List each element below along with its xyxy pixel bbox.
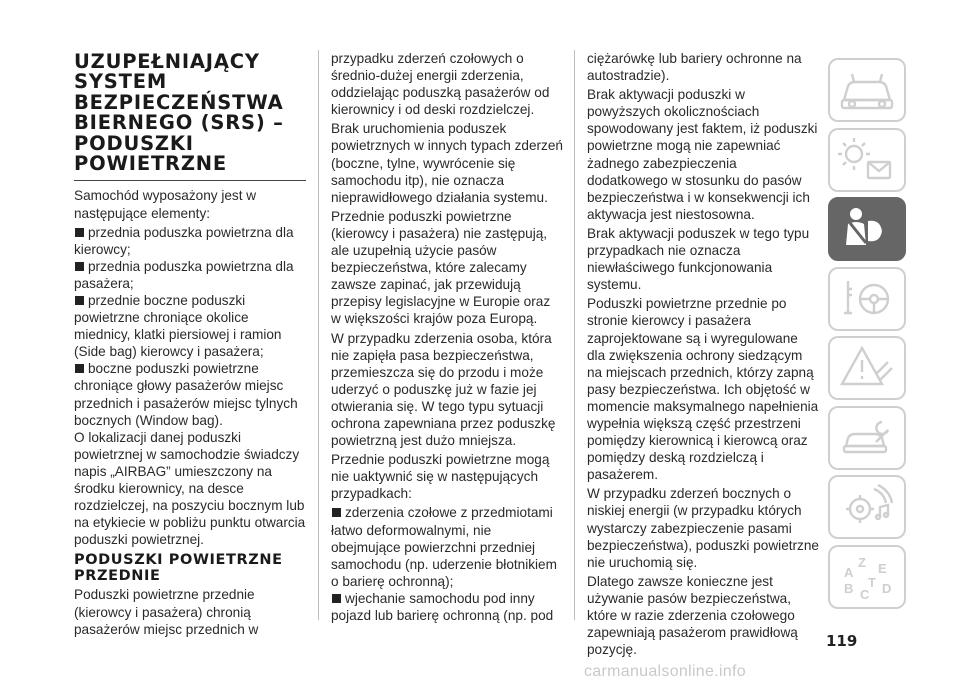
column-2 [331, 50, 563, 624]
tab-warning-lights[interactable] [828, 128, 906, 192]
settings-multimedia-icon [830, 477, 904, 537]
tab-index[interactable] [828, 545, 906, 609]
column-3 [587, 50, 819, 660]
paragraph: W przypadku zderzenia osoba, która nie zapięła pasa bezpieczeństwa, przemieszcza się do przodu i może uderzyć o poduszkę już w fazie jej otwierania się. W tego typu sytuacji ochrona zapewniana przez poduszkę powietrzną jest dużo mniejsza. [331, 330, 556, 449]
paragraph: Dlatego zawsze konieczne jest używanie pasów bezpieczeństwa, które w razie zderzenia czołowego zapewniają pasażerom prawidłową pozycję. [587, 573, 798, 658]
index-letter: D [882, 580, 892, 596]
bullet-text: przednie boczne poduszki powietrzne chroniące okolice miednicy, klatki piersiowej i ramion (Side bag) kierowcy i pasażera; [74, 293, 282, 360]
bullet-text: zderzenia czołowe z przedmiotami łatwo deformowalnymi, nie obejmujące powierzchni przedniej samochodu (np. uderzenie błotnikiem o barierę ochronną); [331, 505, 557, 589]
index-letter: A [844, 564, 854, 580]
index-letter: Z [858, 554, 866, 570]
section-title: UZUPEŁNIAJĄCY SYSTEM BEZPIECZEŃSTWA BIERNEGO (SRS) – PODUSZKI POWIETRZNE [74, 52, 306, 181]
hazard-triangle-car-icon [830, 338, 904, 398]
index-letter: C [860, 586, 870, 602]
bullet-item [74, 224, 306, 258]
chapter-tabs [828, 58, 908, 614]
bullet-text: wjechanie samochodu pod inny pojazd lub barierę ochronną (np. pod [331, 590, 554, 623]
paragraph: Brak uruchomienia poduszek powietrznych w innych typach zderzeń (boczne, tylne, wywrócenie się samochodu itp), nie oznacza nieprawidłowego działania systemu. [331, 121, 563, 205]
tab-safety[interactable] [828, 197, 906, 261]
bullet-item [331, 590, 563, 624]
bullet-square-icon [75, 262, 84, 271]
paragraph: O lokalizacji danej poduszki powietrznej w samochodzie świadczy napis „AIRBAG” umieszczony na środku kierownicy, na desce rozdzielczej, na poszyciu bocznym lub na etykiecie w pobliżu punktu otwarcia poduszki powietrznej. [74, 429, 306, 548]
bullet-square-icon [332, 594, 341, 603]
bullet-text: przednia poduszka powietrzna dla pasażera; [74, 258, 294, 291]
bullet-square-icon [75, 364, 84, 373]
bullet-square-icon [75, 228, 84, 237]
watermark-text: carmanualsonline.info [584, 663, 746, 680]
bullet-item [74, 292, 306, 360]
abcde-index-icon [830, 547, 904, 607]
bullet-square-icon [332, 508, 341, 517]
seatbelt-airbag-icon [830, 199, 904, 259]
bullet-item [331, 504, 563, 589]
wrench-car-icon [830, 408, 904, 468]
column-divider [318, 50, 319, 620]
index-letter: T [868, 574, 876, 590]
tab-multimedia[interactable] [828, 475, 906, 539]
index-letter: B [844, 580, 854, 596]
paragraph: W przypadku zderzeń bocznych o niskiej energii (w przypadku których wystarczy zabezpieczenie pasami bezpieczeństwa), poduszki powietrzne nie uruchomią się. [587, 486, 819, 570]
bullet-text: boczne poduszki powietrzne chroniące głowy pasażerów miejsc przednich i pasażerów miejsc tylnych bocznych (Window bag). [74, 361, 298, 428]
bullet-item [74, 360, 306, 428]
index-letter: E [878, 560, 887, 576]
tab-emergency[interactable] [828, 336, 906, 400]
paragraph: Samochód wyposażony jest w następujące elementy: [74, 188, 257, 221]
bullet-square-icon [75, 296, 84, 305]
paragraph: Przednie poduszki powietrzne mogą nie uaktywnić się w następujących przypadkach: [331, 452, 550, 502]
paragraph: Brak aktywacji poduszek w tego typu przypadkach nie oznacza niewłaściwego funkcjonowania systemu. [587, 225, 810, 293]
paragraph: Brak aktywacji poduszki w powyższych okolicznościach spowodowany jest faktem, iż poduszki powietrzne mogą nie zapewniać żadnego zabezpieczenia dodatkowego w stosunku do pasów bezpieczeństwa i w konsekwencji ich aktywacja jest niestosowna. [587, 87, 818, 222]
tab-maintenance[interactable] [828, 406, 906, 470]
subsection-title: PODUSZKI POWIETRZNE PRZEDNIE [74, 552, 283, 585]
bullet-item [74, 258, 306, 292]
paragraph: ciężarówkę lub bariery ochronne na autostradzie). [587, 51, 802, 84]
column-divider [574, 50, 575, 620]
tab-starting-driving[interactable] [828, 267, 906, 331]
warning-lights-message-icon [830, 130, 904, 190]
paragraph: Przednie poduszki powietrzne (kierowcy i pasażera) nie zastępują, ale uzupełnią użycie pasów bezpieczeństwa, które zalecamy zawsze zapinać, jak przewidują przepisy legislacyjne w Europie oraz w większości krajów poza Europą. [331, 208, 551, 327]
tab-car-dashboard[interactable] [828, 58, 906, 122]
bullet-text: przednia poduszka powietrzna dla kierowcy; [74, 224, 294, 257]
paragraph: Poduszki powietrzne przednie (kierowcy i pasażera) chronią pasażerów miejsc przednich w [74, 587, 259, 637]
page-number: 119 [826, 632, 858, 650]
car-dashboard-icon [830, 60, 904, 120]
paragraph: Poduszki powietrzne przednie po stronie kierowcy i pasażera zaprojektowane są i wyregulowane dla zwiększenia ochrony siedzącym na miejscach przednich, którzy zapną pasy bezpieczeństwa. Ich objętość w momencie maksymalnego napełnienia wypełnia większą część przestrzeni pomiędzy kierownicą i kierowcą oraz pomiędzy deską rozdzielczą i pasażerem. [587, 296, 819, 483]
column-1 [74, 50, 306, 640]
paragraph: przypadku zderzeń czołowych o średnio-dużej energii zderzenia, oddzielając poduszką pasażerów od kierownicy i od deski rozdzielczej. [331, 51, 550, 118]
key-steering-wheel-icon [830, 269, 904, 329]
